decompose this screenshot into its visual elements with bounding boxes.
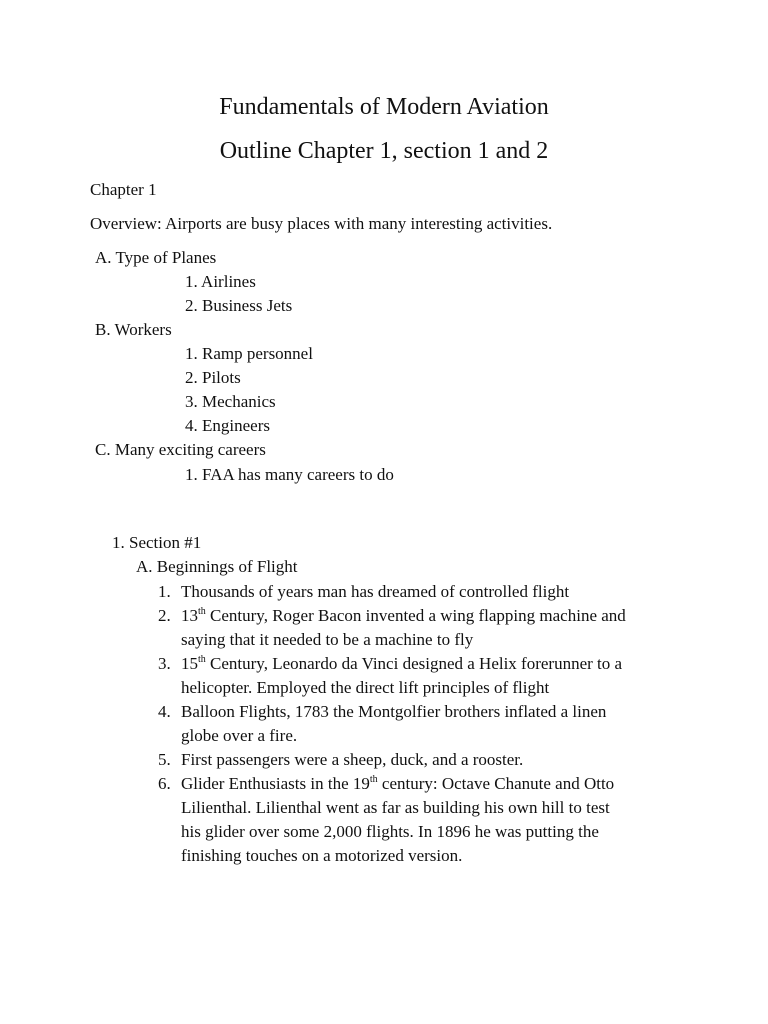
text-run: Century, Leonardo da Vinci designed a Helix forerunner to a xyxy=(205,654,623,673)
list-item-text: Thousands of years man has dreamed of controlled flight xyxy=(181,582,570,601)
text-run: Glider Enthusiasts in the 19 xyxy=(181,774,370,793)
list-item-text xyxy=(181,606,626,626)
outline-item: 1. Airlines xyxy=(185,272,256,291)
list-item-number: 2. xyxy=(158,606,171,625)
list-item-text xyxy=(181,774,614,794)
document-title: Fundamentals of Modern Aviation xyxy=(219,94,549,120)
outline-item: 2. Pilots xyxy=(185,368,241,387)
text-run: Century, Roger Bacon invented a wing flapping machine and xyxy=(205,606,626,625)
overview-text: Overview: Airports are busy places with many interesting activities. xyxy=(90,214,553,233)
list-item-text: Lilienthal. Lilienthal went as far as building his own hill to test xyxy=(181,798,610,817)
outline-item: 3. Mechanics xyxy=(185,392,276,411)
outline-item: 1. Ramp personnel xyxy=(185,344,313,363)
document-subtitle: Outline Chapter 1, section 1 and 2 xyxy=(219,138,549,164)
list-item-text: helicopter. Employed the direct lift principles of flight xyxy=(181,678,550,697)
list-item-text: Balloon Flights, 1783 the Montgolfier brothers inflated a linen xyxy=(181,702,607,721)
list-item-text: saying that it needed to be a machine to fly xyxy=(181,630,474,649)
list-item-text: First passengers were a sheep, duck, and a rooster. xyxy=(181,750,524,769)
outline-item: 2. Business Jets xyxy=(185,296,293,315)
subsection-heading: A. Beginnings of Flight xyxy=(136,557,298,576)
list-item-text: globe over a fire. xyxy=(181,726,298,745)
text-run: century: Octave Chanute and Otto xyxy=(377,774,615,793)
section-heading: 1. Section #1 xyxy=(112,533,202,552)
outline-item: 1. FAA has many careers to do xyxy=(185,465,394,484)
list-item-number: 1. xyxy=(158,582,171,601)
list-item-text: his glider over some 2,000 flights. In 1896 he was putting the xyxy=(181,822,599,841)
list-item-text: finishing touches on a motorized version. xyxy=(181,846,463,865)
chapter-heading: Chapter 1 xyxy=(90,180,157,199)
ordinal-number: 15 xyxy=(181,654,198,673)
outline-heading-a: A. Type of Planes xyxy=(95,248,217,267)
list-item-number: 3. xyxy=(158,654,171,673)
list-item-number: 5. xyxy=(158,750,171,769)
ordinal-suffix: th xyxy=(198,654,206,665)
ordinal-suffix: th xyxy=(198,606,206,617)
outline-heading-c: C. Many exciting careers xyxy=(95,440,266,459)
ordinal-suffix: th xyxy=(369,774,378,785)
outline-heading-b: B. Workers xyxy=(95,320,172,339)
list-item-text xyxy=(181,654,622,674)
ordinal-number: 13 xyxy=(181,606,198,625)
outline-item: 4. Engineers xyxy=(185,416,270,435)
list-item-number: 4. xyxy=(158,702,171,721)
list-item-number: 6. xyxy=(158,774,171,793)
